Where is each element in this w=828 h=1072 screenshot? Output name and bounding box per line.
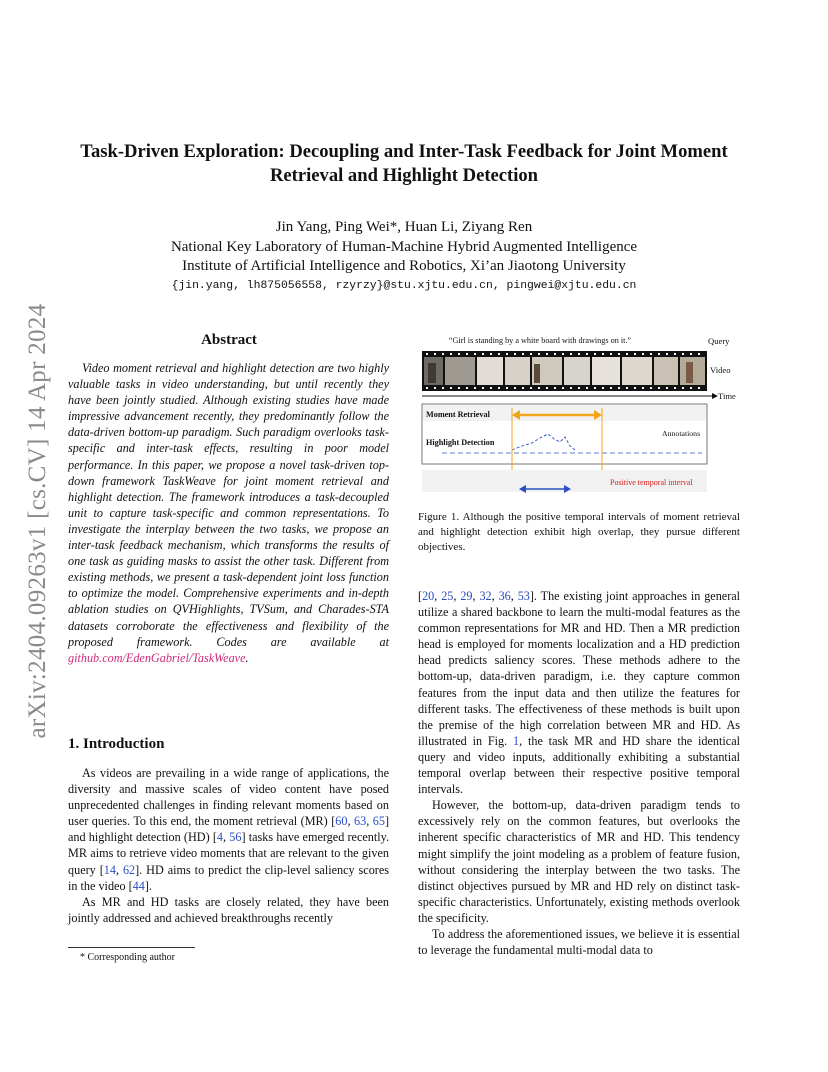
citation[interactable]: 60 — [335, 814, 348, 829]
intro-paragraph-2: As MR and HD tasks are closely related, they have been jointly addressed and achieved breakthroughs recently — [68, 894, 389, 925]
citation[interactable]: 32 — [479, 589, 492, 603]
citation[interactable]: 53 — [517, 589, 530, 603]
hd-saliency-curve — [512, 434, 575, 450]
footnote: * Corresponding author — [80, 952, 175, 963]
citation[interactable]: 14 — [103, 862, 116, 877]
annotations-label: Annotations — [662, 429, 701, 438]
time-label: Time — [718, 391, 736, 401]
right-column — [418, 588, 740, 958]
citation[interactable]: 29 — [460, 589, 473, 603]
hd-label: Highlight Detection — [426, 438, 495, 447]
time-axis — [422, 393, 718, 399]
figure-1 — [420, 334, 740, 500]
abstract-heading: Abstract — [201, 332, 257, 348]
positive-interval-label: Positive temporal interval — [610, 478, 693, 487]
query-text: “Girl is standing by a white board with drawings on it.” — [448, 336, 632, 345]
author-block — [70, 218, 738, 277]
citation[interactable]: 63 — [354, 814, 367, 829]
citation[interactable]: 20 — [422, 589, 435, 603]
citation[interactable]: 44 — [132, 878, 145, 893]
footnote-rule — [68, 947, 195, 948]
affiliation-2: Institute of Artificial Intelligence and Robotics, Xi’an Jiaotong University — [182, 258, 626, 274]
affiliation-1: National Key Laboratory of Human-Machine Hybrid Augmented Intelligence — [170, 238, 638, 255]
citation[interactable]: 56 — [229, 830, 242, 845]
figure-reference[interactable]: 1 — [513, 733, 520, 748]
code-link[interactable]: github.com/EdenGabriel/TaskWeave — [68, 650, 246, 665]
abstract: Video moment retrieval and highlight detection are two highly valuable tasks in video understanding, but until recently they have been jointly studied. Although existing studies have made impressive advancement recently, they predominantly follow the data-driven bottom-up paradigm. Such paradigm overlooks task-specific and inter-task effects, resulting in poor model performance. In this paper, we propose a novel task-driven top-down framework TaskWeave for joint moment retrieval and highlight detection. The framework introduces a task-decoupled unit to capture task-specific and common representations. To investigate the interplay between the two tasks, we propose an inter-task feedback mechanism, which transforms the results of one task as guiding masks to assist the other task. Different from existing methods, we present a task-dependent joint loss function to optimize the model. Comprehensive experiments and in-depth ablation studies on QVHighlights, TVSum, and Charades-STA datasets corroborate the effectiveness and flexibility of the proposed framework. Codes are available at github.com/EdenGabriel/TaskWeave. — [68, 361, 389, 665]
intro-paragraph-1: As videos are prevailing in a wide range of applications, the diversity and massive scales of video content have posed unprecedented challenges in finding relevant moments based on user queries. To this end, the moment retrieval (MR) [60, 63, 65] and highlight detection (HD) [4, 56] tasks have emerged recently. MR aims to retrieve video moments that are relevant to the given query [14, 62]. HD aims to predict the clip-level saliency scores in the video [44]. — [68, 766, 390, 893]
video-label: Video — [710, 365, 731, 375]
figure-caption: Figure 1. Although the positive temporal intervals of moment retrieval and highlight detection exhibit high overlap, they pursue different objectives. — [418, 511, 740, 553]
paper-title: Task-Driven Exploration: Decoupling and Inter-Task Feedback for Joint Moment Retrieval and Highlight Detection — [80, 141, 728, 186]
authors: Jin Yang, Ping Wei*, Huan Li, Ziyang Ren — [275, 219, 533, 235]
abstract-text: Video moment retrieval and highlight detection are two highly valuable tasks in video understanding, but until recently they have been jointly studied. Although existing studies have made impressive advancement recently, they predominantly follow the data-driven bottom-up paradigm. Such paradigm overlooks task-specific and inter-task effects, resulting in poor model performance. In this paper, we propose a novel task-driven top-down framework TaskWeave for joint moment retrieval and highlight detection. The framework introduces a task-decoupled unit to capture task-specific and common representations. To investigate the interplay between the two tasks, we propose an inter-task feedback mechanism, which transforms the results of one task as guiding masks to assist the other task. Different from existing methods, we present a task-dependent joint loss function to optimize the model. Comprehensive experiments and in-depth ablation studies on QVHighlights, TVSum, and Charades-STA datasets corroborate the effectiveness and flexibility of the proposed framework. Codes are available at — [68, 361, 389, 649]
citation[interactable]: 25 — [441, 589, 454, 603]
citation[interactable]: 62 — [122, 862, 136, 877]
right-paragraph-1: [20, 25, 29, 32, 36, 53]. The existing joint approaches in general utilize a shared backbone to learn the multi-modal features as the common representations for MR and HD. Then a MR prediction head is employed for moments localization and a HD prediction head predicts saliency scores. These methods adhere to the bottom-up, data-driven paradigm, i.e. they capture common features from the input data and then utilize the features for different tasks. The effectiveness of these methods is built upon the premise of the high correlation between MR and HD. As illustrated in Fig. 1, the task MR and HD share the identical query and video inputs, additionally exhibiting a substantial temporal overlap between their respective positive temporal intervals. — [418, 589, 741, 797]
arxiv-id: arXiv:2404.09263v1 [cs.CV] 14 Apr 2024 — [24, 303, 51, 739]
video-filmstrip — [422, 351, 707, 391]
arxiv-sidebar — [18, 286, 58, 756]
query-label: Query — [708, 336, 730, 346]
emails: {jin.yang, lh875056558, rzyrzy}@stu.xjtu.edu.cn, pingwei@xjtu.edu.cn — [171, 280, 637, 292]
citation[interactable]: 4 — [216, 830, 224, 845]
mr-label: Moment Retrieval — [426, 410, 490, 419]
citation[interactable]: 36 — [498, 589, 511, 603]
intro-column — [68, 765, 389, 926]
citation[interactable]: 65 — [372, 814, 385, 829]
right-paragraph-3: To address the aforementioned issues, we believe it is essential to leverage the fundamental multi-modal data to — [418, 926, 740, 958]
right-paragraph-2: However, the bottom-up, data-driven paradigm tends to excessively rely on the common features, but overlooks the inherent specific characteristics of MR and HD. This tendency might simplify the joint modeling as a problem of feature fusion, without considering the interplay between the two tasks. The distinct objectives pursued by MR and HD rely on distinct task-specific characteristics. Unfortunately, existing methods overlook the specificity. — [418, 798, 740, 925]
intro-heading: 1. Introduction — [68, 736, 165, 752]
